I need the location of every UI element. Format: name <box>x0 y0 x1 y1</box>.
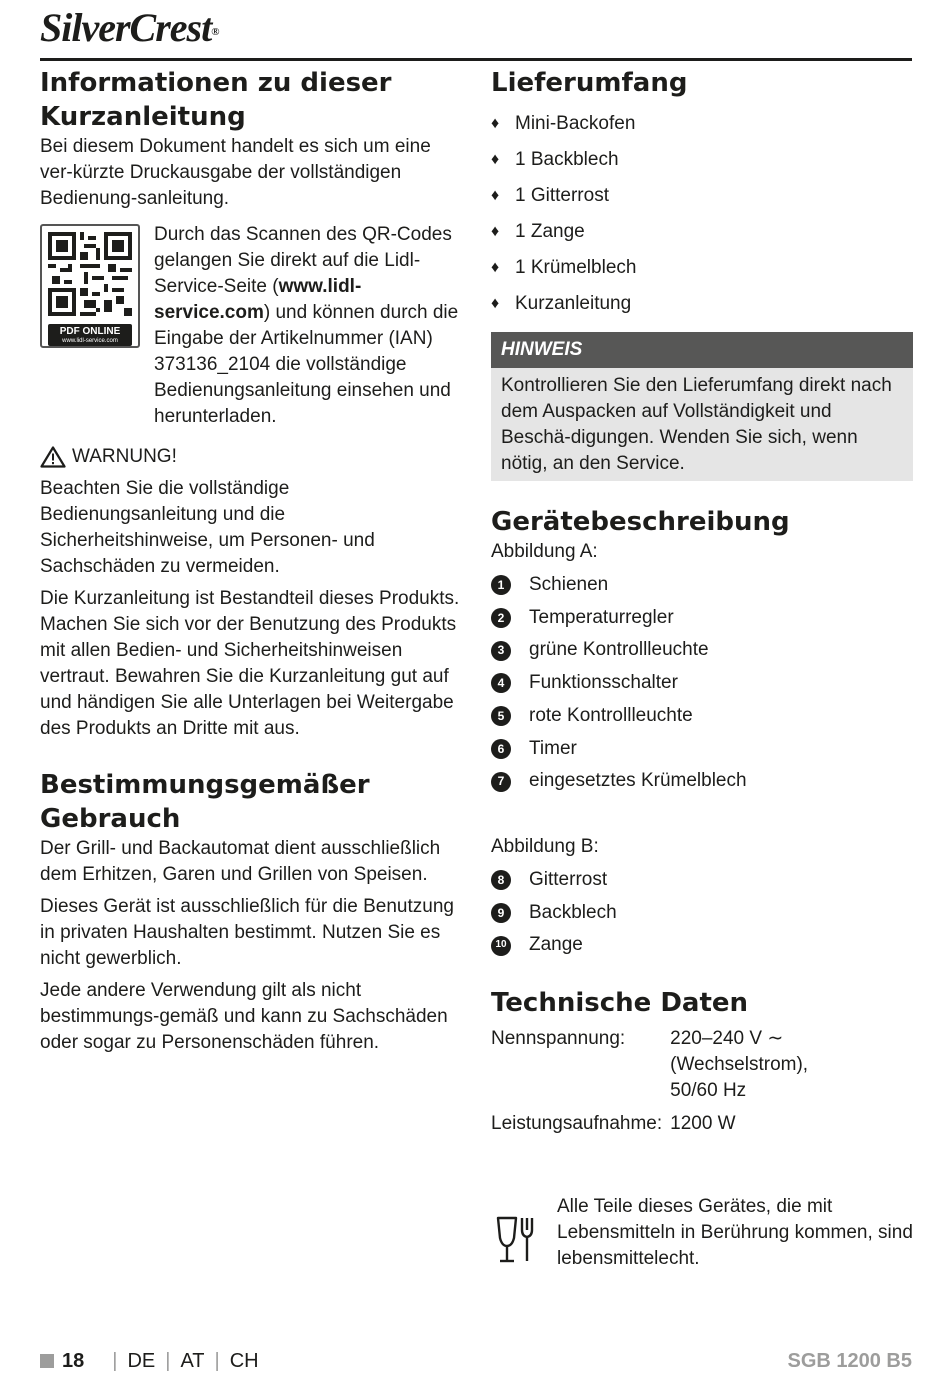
voltage-label: Nennspannung: <box>491 1028 626 1050</box>
qr-block <box>40 222 463 430</box>
part-label: Timer <box>529 737 577 759</box>
info-heading: Informationen zu dieser Kurzanleitung <box>40 68 392 132</box>
qr-label-title: PDF ONLINE <box>59 326 121 337</box>
scope-item-label: 1 Krümelblech <box>515 257 637 278</box>
qr-label-url: www.lidl-service.com <box>62 338 118 344</box>
voltage-value-line-2: 50/60 Hz <box>670 1080 747 1102</box>
diamond-bullet-icon: ♦ <box>491 187 500 204</box>
voltage-value <box>670 1026 913 1111</box>
warning-text: WARNUNG! <box>72 446 177 467</box>
warning-paragraph-1: Beachten Sie die vollständige Bedienungsanleitung und die Sicherheitshinweise, um Personen- und Sachschäden zu vermeiden. <box>40 478 375 577</box>
part-label: Temperaturregler <box>529 606 674 628</box>
qr-text-post: ) und können durch die Eingabe der Artikelnummer (IAN) 373136_2104 die vollständige Bedienungsanleitung einsehen und herunterladen. <box>154 302 459 427</box>
scope-item-label: 1 Gitterrost <box>515 185 609 206</box>
parts-list-a <box>491 569 913 798</box>
part-label: eingesetztes Krümelblech <box>529 770 747 792</box>
scope-heading: Lieferumfang <box>491 68 688 98</box>
model-number: SGB 1200 B5 <box>787 1350 912 1372</box>
diamond-bullet-icon: ♦ <box>491 115 500 132</box>
part-label: Backblech <box>529 901 617 923</box>
list-item <box>491 700 913 733</box>
list-item <box>491 142 913 178</box>
food-safe-glass-fork-icon <box>495 1216 539 1264</box>
part-label: Funktionsschalter <box>529 672 678 694</box>
list-item <box>491 897 913 930</box>
diamond-bullet-icon: ♦ <box>491 295 500 312</box>
tech-table <box>491 1026 913 1144</box>
footer-square-icon <box>40 1354 54 1368</box>
list-item <box>491 765 913 798</box>
figure-b-label: Abbildung B: <box>491 835 599 857</box>
list-item <box>491 864 913 897</box>
qr-text-pre: Durch das Scannen des QR-Codes gelangen Sie direkt auf die Lidl-Service-Seite ( <box>154 224 452 297</box>
tech-heading: Technische Daten <box>491 988 749 1019</box>
lidl-service-link[interactable]: www.lidl-service.com <box>154 276 362 323</box>
table-row <box>491 1111 913 1144</box>
diamond-bullet-icon: ♦ <box>491 223 500 240</box>
scope-item-label: 1 Backblech <box>515 149 619 170</box>
number-badge: 9 <box>491 903 511 923</box>
country-code: CH <box>229 1350 259 1372</box>
number-badge: 4 <box>491 673 511 693</box>
use-heading: Bestimmungsgemäßer Gebrauch <box>40 770 370 834</box>
parts-list-b <box>491 864 913 962</box>
power-value: 1200 W <box>670 1113 736 1135</box>
country-code: AT <box>180 1350 205 1372</box>
list-item <box>491 733 913 766</box>
number-badge: 10 <box>491 936 511 956</box>
warning-triangle-icon <box>40 446 66 468</box>
list-item <box>491 250 913 286</box>
voltage-value-line-1: 220–240 V ∼ (Wechselstrom), <box>670 1028 809 1076</box>
brand-name: SilverCrest <box>40 5 212 50</box>
scope-list <box>491 106 913 322</box>
page-footer <box>40 1346 912 1376</box>
number-badge: 5 <box>491 706 511 726</box>
qr-paragraph <box>154 222 463 430</box>
info-paragraph: Bei diesem Dokument handelt es sich um eine ver-kürzte Druckausgabe der vollständigen Bedienung-sanleitung. <box>40 136 431 209</box>
use-paragraph-2: Dieses Gerät ist ausschließlich für die Benutzung in privaten Haushalten bestimmt. Nutzen Sie es nicht gewerblich. <box>40 896 454 969</box>
number-badge: 8 <box>491 870 511 890</box>
list-item <box>491 929 913 962</box>
number-badge: 3 <box>491 641 511 661</box>
description-heading: Gerätebeschreibung <box>491 507 790 537</box>
divider: | <box>214 1350 220 1372</box>
note-box <box>491 332 913 481</box>
number-badge: 7 <box>491 772 511 792</box>
food-safe-note <box>491 1194 913 1272</box>
part-label: rote Kontrollleuchte <box>529 704 693 726</box>
qr-code-icon <box>48 232 132 316</box>
diamond-bullet-icon: ♦ <box>491 259 500 276</box>
figure-a-label: Abbildung A: <box>491 541 598 562</box>
list-item <box>491 667 913 700</box>
number-badge: 2 <box>491 608 511 628</box>
power-label: Leistungsaufnahme: <box>491 1113 663 1135</box>
table-row <box>491 1026 913 1111</box>
use-paragraph-1: Der Grill- und Backautomat dient ausschließlich dem Erhitzen, Garen und Grillen von Speisen. <box>40 838 441 885</box>
number-badge: 1 <box>491 575 511 595</box>
note-text: Kontrollieren Sie den Lieferumfang direkt nach dem Auspacken auf Vollständigkeit und Beschä-digungen. Wenden Sie sich, wenn nötig, an den Service. <box>491 368 913 481</box>
warning-label <box>40 444 463 470</box>
number-badge: 6 <box>491 739 511 759</box>
part-label: Gitterrost <box>529 868 608 890</box>
food-safe-text: Alle Teile dieses Gerätes, die mit Lebensmitteln in Berührung kommen, sind lebensmittelecht. <box>557 1196 913 1270</box>
part-label: grüne Kontrollleuchte <box>529 639 709 661</box>
divider: | <box>112 1350 118 1372</box>
warning-paragraph-2: Die Kurzanleitung ist Bestandteil dieses Produkts. Machen Sie sich vor der Benutzung des Produkts mit allen Bedien- und Sicherheitshinweisen vertraut. Bewahren Sie die Kurzanleitung gut auf und händigen Sie alle Unterlagen bei Weitergabe des Produkts an Dritte mit aus. <box>40 588 460 739</box>
scope-item-label: Mini-Backofen <box>515 113 636 134</box>
page-number: 18 <box>62 1350 85 1372</box>
list-item <box>491 178 913 214</box>
list-item <box>491 634 913 667</box>
scope-item-label: 1 Zange <box>515 221 585 242</box>
qr-card[interactable] <box>40 224 140 348</box>
list-item <box>491 286 913 322</box>
list-item <box>491 602 913 635</box>
list-item <box>491 214 913 250</box>
brand-logo <box>40 5 912 50</box>
part-label: Zange <box>529 934 583 956</box>
divider: | <box>165 1350 171 1372</box>
note-label: HINWEIS <box>491 332 913 368</box>
left-column <box>40 66 463 1056</box>
use-paragraph-3: Jede andere Verwendung gilt als nicht bestimmungs-gemäß und kann zu Sachschäden oder sogar zu Personenschäden führen. <box>40 980 448 1053</box>
country-code: DE <box>127 1350 156 1372</box>
qr-label <box>48 324 132 346</box>
right-column <box>491 66 913 1272</box>
part-label: Schienen <box>529 574 609 595</box>
header-rule <box>40 58 912 61</box>
list-item <box>491 106 913 142</box>
registered-mark: ® <box>211 26 219 38</box>
scope-item-label: Kurzanleitung <box>515 293 632 314</box>
diamond-bullet-icon: ♦ <box>491 151 500 168</box>
list-item <box>491 569 913 602</box>
